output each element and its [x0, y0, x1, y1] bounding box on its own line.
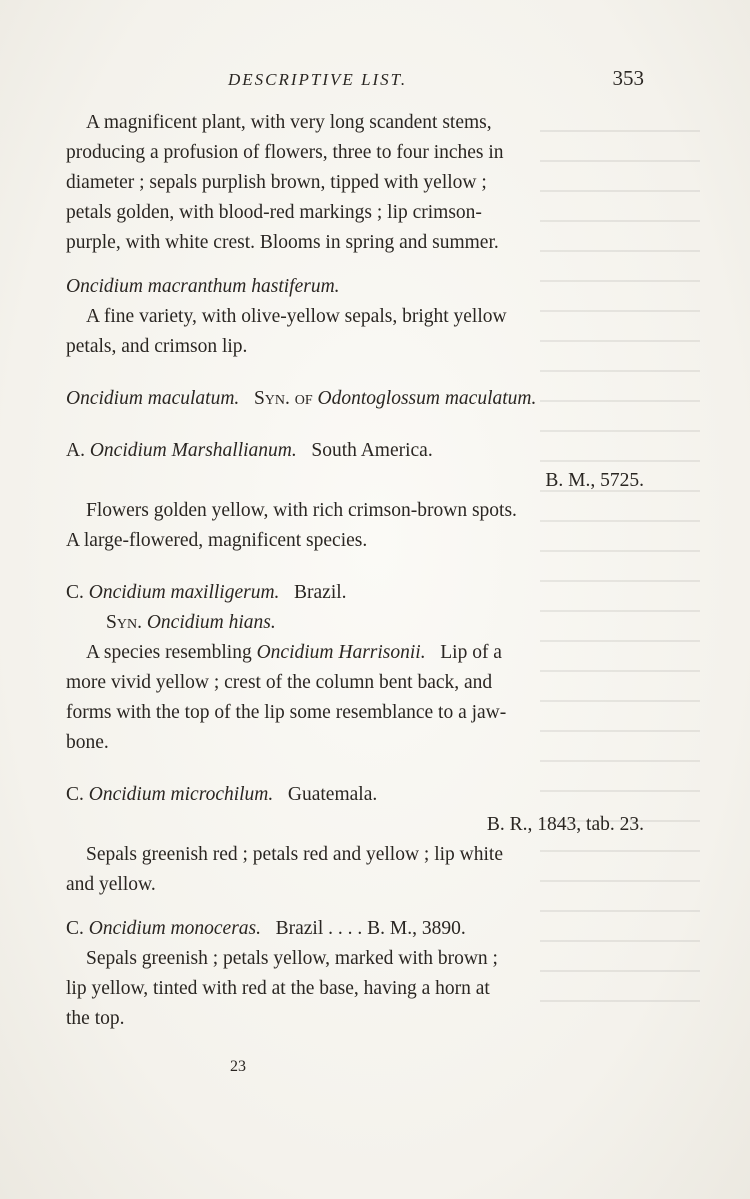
species-name: Oncidium Marshallianum. — [89, 440, 297, 461]
synonym-label: Syn. of — [253, 388, 313, 409]
text-line: producing a profusion of flowers, three to four inches in — [66, 142, 504, 163]
species-region: Guatemala. — [287, 784, 378, 805]
species-heading: Oncidium macranthum hastiferum. — [66, 276, 340, 297]
text-line: bone. — [66, 732, 109, 753]
text-line: A fine variety, with olive-yellow sepals, bright yellow — [86, 306, 507, 327]
species-region: Brazil. — [294, 582, 347, 603]
reference: B. R., 1843, tab. 23. — [486, 814, 644, 835]
signature-mark: 23 — [230, 1058, 246, 1075]
text-fragment: Lip of a — [440, 642, 502, 663]
species-heading — [66, 780, 644, 810]
text-line: petals golden, with blood-red markings ; lip crimson- — [66, 202, 482, 223]
text-line: the top. — [66, 1008, 125, 1029]
text-line: lip yellow, tinted with red at the base, having a horn at — [66, 978, 490, 999]
text-line: Sepals greenish ; petals yellow, marked with brown ; — [86, 948, 498, 969]
species-name: Oncidium maxilligerum. — [88, 582, 280, 603]
species-heading — [66, 384, 644, 414]
species-heading — [66, 914, 644, 944]
text-line: more vivid yellow ; crest of the column bent back, and — [66, 672, 493, 693]
text-line: and yellow. — [66, 874, 156, 895]
text-fragment: A species resembling — [86, 642, 252, 663]
text-line: Sepals greenish red ; petals red and yellow ; lip white — [86, 844, 503, 865]
species-region: Brazil . . . . B. M., 3890. — [275, 918, 466, 939]
species-name: Oncidium microchilum. — [88, 784, 274, 805]
text-line: petals, and crimson lip. — [66, 336, 248, 357]
page-header — [66, 62, 644, 98]
synonym-name: Odontoglossum maculatum. — [317, 388, 537, 409]
species-heading — [66, 578, 644, 608]
text-line: forms with the top of the lip some resemblance to a jaw- — [66, 702, 507, 723]
text-line: A magnificent plant, with very long scandent stems, — [86, 112, 492, 133]
text-line: purple, with white crest. Blooms in spring and summer. — [66, 232, 499, 253]
cultivation-code: C. — [66, 582, 84, 603]
text-line: Flowers golden yellow, with rich crimson-brown spots. — [86, 500, 517, 521]
text-line: A large-flowered, magnificent species. — [66, 530, 368, 551]
species-name: Oncidium monoceras. — [88, 918, 261, 939]
text-line — [66, 638, 644, 668]
page-body — [66, 108, 644, 1034]
synonym-label: Syn. — [106, 612, 142, 633]
cultivation-code: C. — [66, 784, 84, 805]
synonym-line — [66, 608, 644, 638]
text-line: diameter ; sepals purplish brown, tipped with yellow ; — [66, 172, 487, 193]
running-head: DESCRIPTIVE LIST. — [228, 70, 408, 89]
species-heading — [66, 436, 644, 466]
page-number: 353 — [612, 66, 644, 90]
synonym-name: Oncidium hians. — [146, 612, 276, 633]
cultivation-code: A. — [66, 440, 85, 461]
paragraph-description — [66, 108, 644, 258]
species-name: Oncidium maculatum. — [66, 388, 240, 409]
cultivation-code: C. — [66, 918, 84, 939]
reference: B. M., 5725. — [545, 470, 644, 491]
species-name: Oncidium Harrisonii. — [256, 642, 426, 663]
species-region: South America. — [311, 440, 433, 461]
